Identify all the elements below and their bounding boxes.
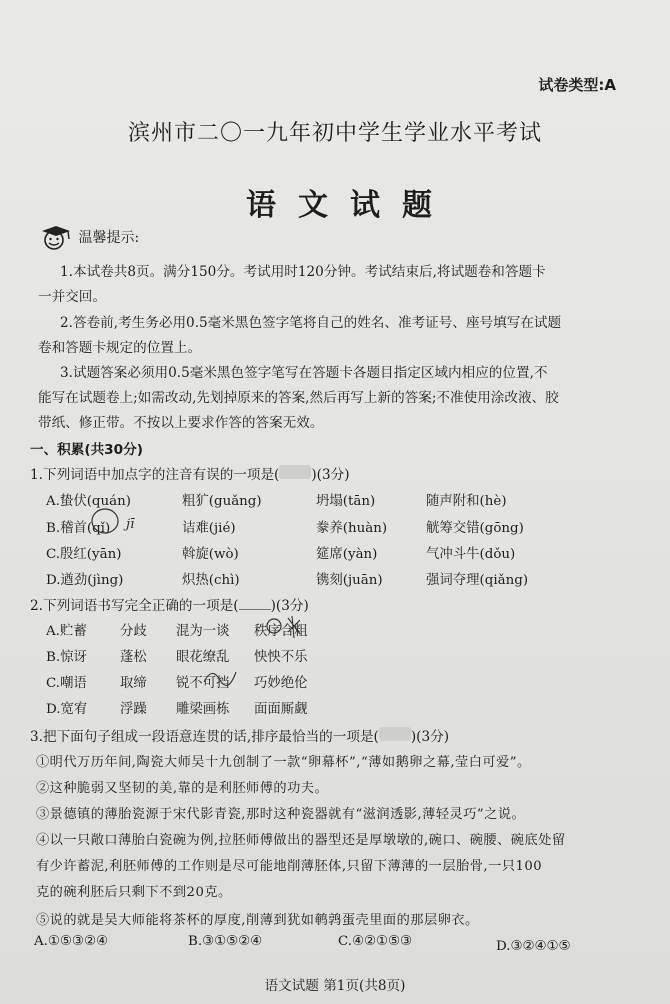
paper-type-label: 试卷类型:A xyxy=(538,76,616,94)
smiley-graduate-icon xyxy=(38,225,72,251)
q2-option-a-1: A.贮蓄 xyxy=(46,624,87,639)
q2-option-d-2: 浮躁 xyxy=(120,702,147,717)
q1-option-d-3: 镌刻(juān) xyxy=(316,573,383,588)
tip-3-line-1: 3.试题答案必须用0.5毫米黑色签字笔写在答题卡各题目指定区域内相应的位置,不 xyxy=(60,365,548,381)
question-3-stem: 3.把下面句子组成一段语意连贯的话,排序最恰当的一项是( )(3分) xyxy=(30,729,449,745)
q3-sentence-4-line-1: ④以一只敞口薄胎白瓷碗为例,拉胚师傅做出的器型还是厚墩墩的,碗口、碗腰、碗底处留 xyxy=(36,833,566,848)
tips-heading xyxy=(38,225,139,251)
q3-sentence-5: ⑤说的就是吴大师能将茶杯的厚度,削薄到犹如鹌鹑蛋壳里面的那层卵衣。 xyxy=(36,913,479,928)
q3-sentence-2: ②这种脆弱又坚韧的美,靠的是利胚师傅的功夫。 xyxy=(36,781,329,796)
pen-scribble-mark xyxy=(200,664,240,690)
answer-blank xyxy=(379,727,411,741)
question-1-stem: 1.下列词语中加点字的注音有误的一项是( )(3分) xyxy=(30,467,350,483)
q1-option-a-2: 粗犷(guǎng) xyxy=(182,494,262,509)
answer-blank xyxy=(279,465,311,479)
q2-option-c-3: 锐不可挡 xyxy=(176,676,230,691)
q2-option-d-4: 面面厮觑 xyxy=(254,702,308,717)
q3-sentence-3: ③景德镇的薄胎瓷源于宋代影青瓷,那时这种瓷器就有“滋润透影,薄轻灵巧”之说。 xyxy=(36,807,526,822)
q2-option-d-3: 雕梁画栋 xyxy=(176,702,230,717)
q1-option-a-3: 坍塌(tān) xyxy=(316,494,376,509)
q2-option-c-2: 取缔 xyxy=(120,676,147,691)
q2-option-c-1: C.嘲语 xyxy=(46,676,87,691)
tip-3-line-3: 带纸、修正带。不按以上要求作答的答案无效。 xyxy=(38,415,324,431)
q3-option-b: B.③①⑤②④ xyxy=(188,934,263,949)
q1-option-d-4: 强词夺理(qiǎng) xyxy=(426,573,529,588)
tip-1-line-1: 1.本试卷共8页。满分150分。考试用时120分钟。考试结束后,将试题卷和答题卡 xyxy=(60,264,546,280)
q2-option-b-3: 眼花缭乱 xyxy=(176,650,230,665)
q1-option-b-2: 诘难(jié) xyxy=(182,521,236,536)
page-footer: 语文试题 第1页(共8页) xyxy=(264,978,406,994)
answer-blank xyxy=(239,595,271,610)
q2-option-b-1: B.惊讶 xyxy=(46,650,87,665)
pen-circle-mark xyxy=(88,506,122,536)
q3-option-d: D.③②④①⑤ xyxy=(496,939,571,954)
tip-1-line-2: 一并交回。 xyxy=(38,289,106,305)
q2-option-b-4: 怏怏不乐 xyxy=(254,650,308,665)
handwritten-note: jī xyxy=(126,517,135,532)
tip-2-line-2: 卷和答题卡规定的位置上。 xyxy=(38,340,202,356)
q3-sentence-1: ①明代万历年间,陶瓷大师吴十九创制了一款“卵幕杯”,“薄如鹅卵之幕,莹白可爱”。 xyxy=(36,755,531,770)
q1-option-c-1: C.殷红(yān) xyxy=(46,547,122,562)
tip-2-line-1: 2.答卷前,考生务必用0.5毫米黑色签字笔将自己的姓名、准考证号、座号填写在试题 xyxy=(60,315,562,331)
question-2-stem: 2.下列词语书写完全正确的一项是( )(3分) xyxy=(30,594,309,614)
tips-label: 温馨提示: xyxy=(78,230,140,246)
exam-title: 滨州市二〇一九年初中学生学业水平考试 xyxy=(128,121,543,146)
q1-option-c-4: 气冲斗牛(dǒu) xyxy=(426,547,516,562)
q2-option-a-3: 混为一谈 xyxy=(176,624,230,639)
q3-option-a: A.①⑤③②④ xyxy=(34,934,108,949)
q3-sentence-4-line-3: 克的碗利胚后只剩下不到20克。 xyxy=(36,885,232,900)
q1-option-c-3: 筵席(yàn) xyxy=(316,547,378,562)
q3-option-c: C.④②①⑤③ xyxy=(338,934,413,949)
q1-option-a-1: A.蛰伏(quán) xyxy=(46,494,131,509)
tip-3-line-2: 能写在试题卷上;如需改动,先划掉原来的答案,然后再写上新的答案;不准使用涂改液、胶 xyxy=(38,390,559,406)
q1-option-b-3: 豢养(huàn) xyxy=(316,521,388,536)
pen-scribble-mark xyxy=(262,614,304,640)
q2-option-b-2: 蓬松 xyxy=(120,650,147,665)
q1-option-c-2: 斡旋(wò) xyxy=(182,547,239,562)
q1-option-d-2: 炽热(chì) xyxy=(182,573,240,588)
q1-option-b-1: B.稽首(qǐ) xyxy=(46,521,111,536)
q1-option-b-4: 觥筹交错(gōng) xyxy=(426,521,524,536)
q3-sentence-4-line-2: 有少许蓄泥,利胚师傅的工作则是尽可能地削薄胚体,只留下薄薄的一层胎骨,一只100 xyxy=(36,859,543,874)
section-heading: 一、积累(共30分) xyxy=(30,442,143,458)
q2-option-a-2: 分歧 xyxy=(120,624,147,639)
q2-option-c-4: 巧妙绝伦 xyxy=(254,676,308,691)
subject-title: 语文试题 xyxy=(246,188,454,223)
q1-option-d-1: D.遒劲(jìng) xyxy=(46,573,124,588)
q1-option-a-4: 随声附和(hè) xyxy=(426,494,507,509)
q2-option-d-1: D.宽宥 xyxy=(46,702,88,717)
q2-option-a-4: 秩序合粗 xyxy=(254,624,308,639)
